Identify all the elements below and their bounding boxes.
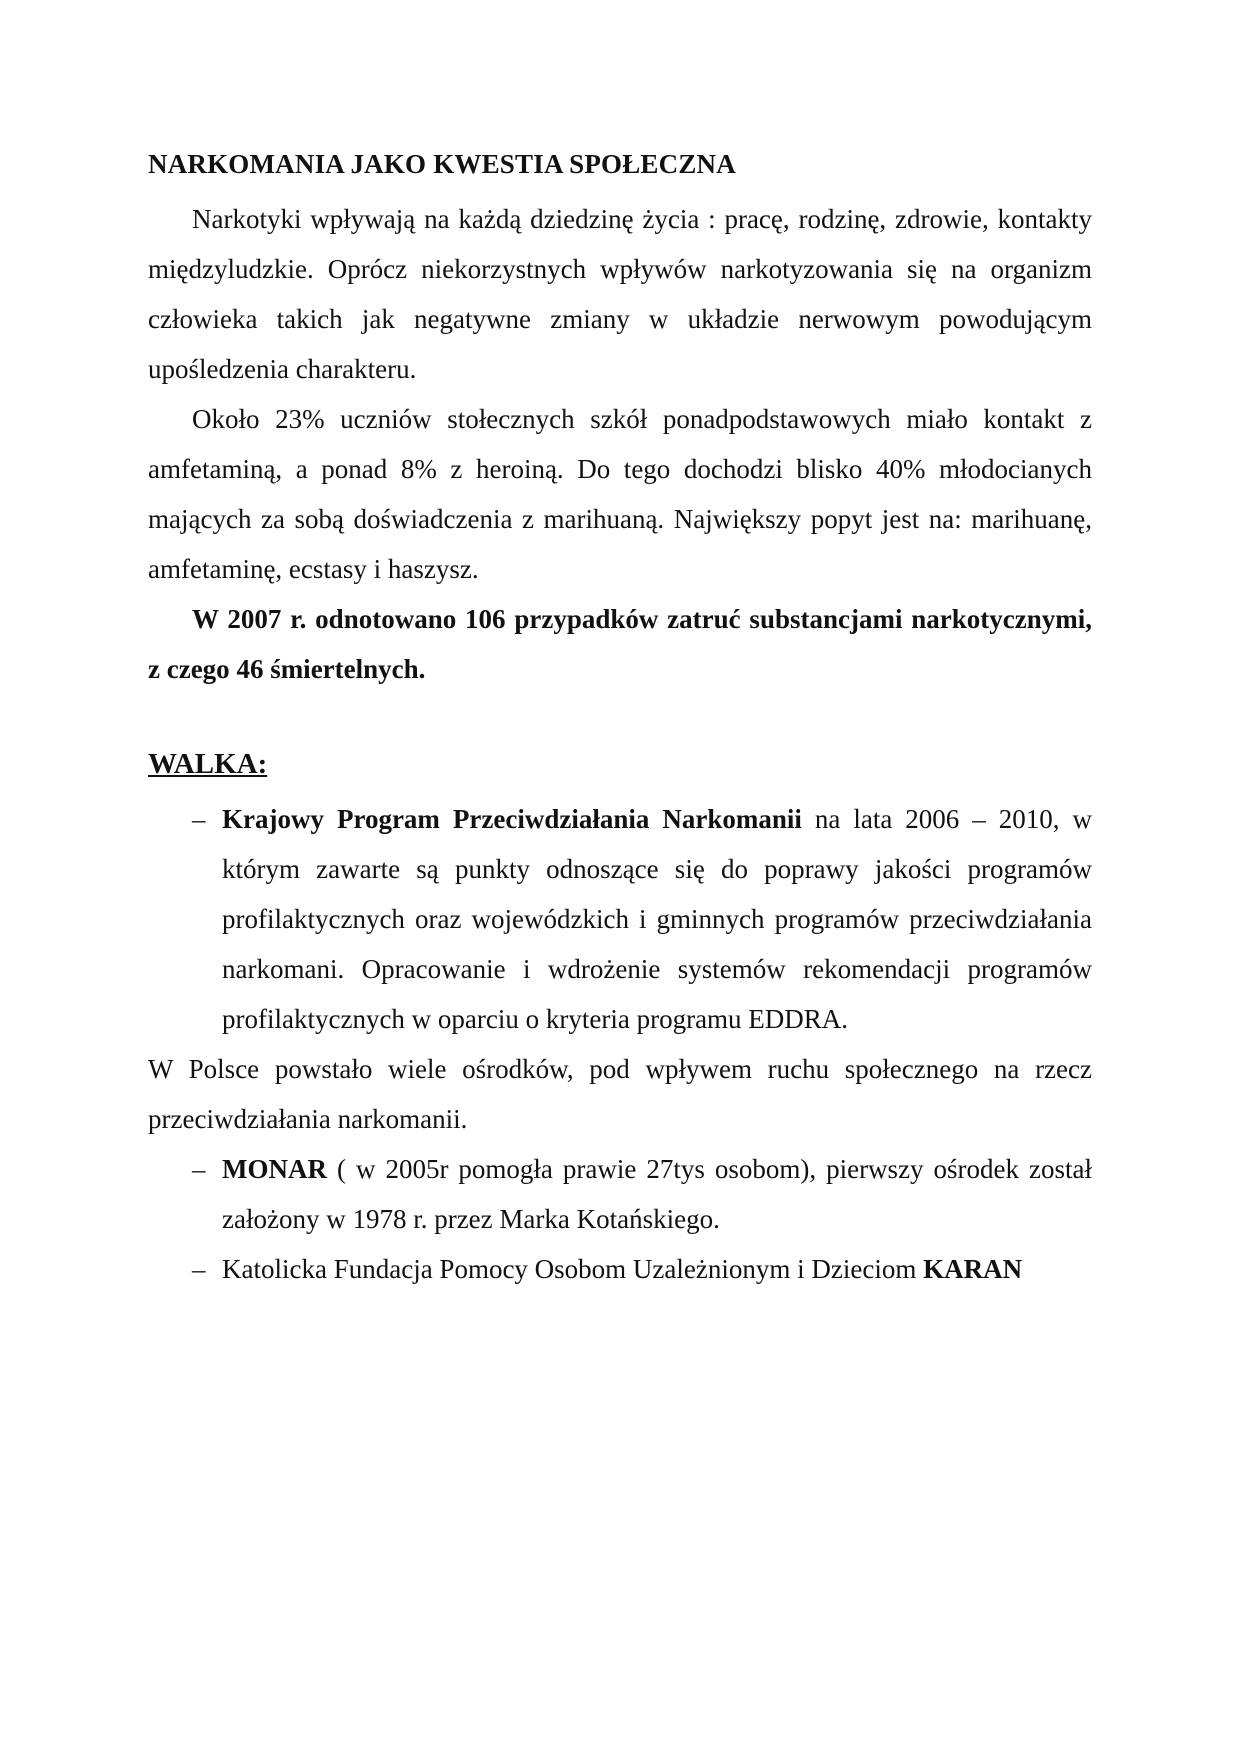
- document-page: [148, 146, 1092, 1294]
- bullet-dash: –: [192, 804, 206, 834]
- bullet-dash: –: [192, 1154, 206, 1184]
- program-name: Krajowy Program Przeciwdziałania Narkomanii: [222, 804, 802, 834]
- program-list-item: [148, 794, 1092, 1044]
- center-item-karan: [148, 1244, 1092, 1294]
- poisoning-text-part2: przypadków zatruć substancjami narkotycznymi, z czego: [148, 604, 1092, 684]
- poisoning-deaths-number: 46: [236, 654, 264, 684]
- center-name-karan: KARAN: [923, 1254, 1023, 1284]
- poisoning-text-part1: W 2007 r. odnotowano: [192, 604, 466, 634]
- stats-paragraph: Około 23% uczniów stołecznych szkół ponadpodstawowych miało kontakt z amfetaminą, a ponad 8% z heroiną. Do tego dochodzi blisko 40% młodocianych mających za sobą doświadczenia z marihuaną. Największy popyt jest na: marihuanę, amfetaminę, ecstasy i haszysz.: [148, 404, 1092, 584]
- program-description: na lata 2006 – 2010, w którym zawarte są punkty odnoszące się do poprawy jakości programów profilaktycznych oraz wojewódzkich i gminnych programów przeciwdziałania narkomani. Opracowanie i wdrożenie systemów rekomendacji programów profilaktycznych w oparciu o kryteria programu EDDRA.: [222, 804, 1093, 1034]
- document-title: NARKOMANIA JAKO KWESTIA SPOŁECZNA: [148, 149, 736, 179]
- centers-paragraph: W Polsce powstało wiele ośrodków, pod wpływem ruchu społecznego na rzecz przeciwdziałania narkomanii.: [148, 1054, 1092, 1134]
- section-heading-walka: WALKA:: [148, 748, 268, 780]
- intro-paragraph: Narkotyki wpływają na każdą dziedzinę życia : pracę, rodzinę, zdrowie, kontakty międzyludzkie. Oprócz niekorzystnych wpływów narkotyzowania się na organizm człowieka takich jak negatywne zmiany w układzie nerwowym powodującym upośledzenia charakteru.: [148, 204, 1092, 384]
- center-description-karan: Katolicka Fundacja Pomocy Osobom Uzależnionym i Dzieciom: [222, 1254, 924, 1284]
- bullet-dash: –: [192, 1254, 206, 1284]
- centers-list: [148, 1144, 1092, 1294]
- program-list: [148, 794, 1092, 1044]
- poisoning-paragraph: [148, 594, 1092, 694]
- center-name-monar: MONAR: [222, 1154, 327, 1184]
- center-description-monar: ( w 2005r pomogła prawie 27tys osobom), pierwszy ośrodek został założony w 1978 r. przez Marka Kotańskiego.: [222, 1154, 1092, 1234]
- center-item-monar: [148, 1144, 1092, 1244]
- poisoning-text-part3: śmiertelnych.: [263, 654, 426, 684]
- poisoning-cases-number: 106: [465, 604, 506, 634]
